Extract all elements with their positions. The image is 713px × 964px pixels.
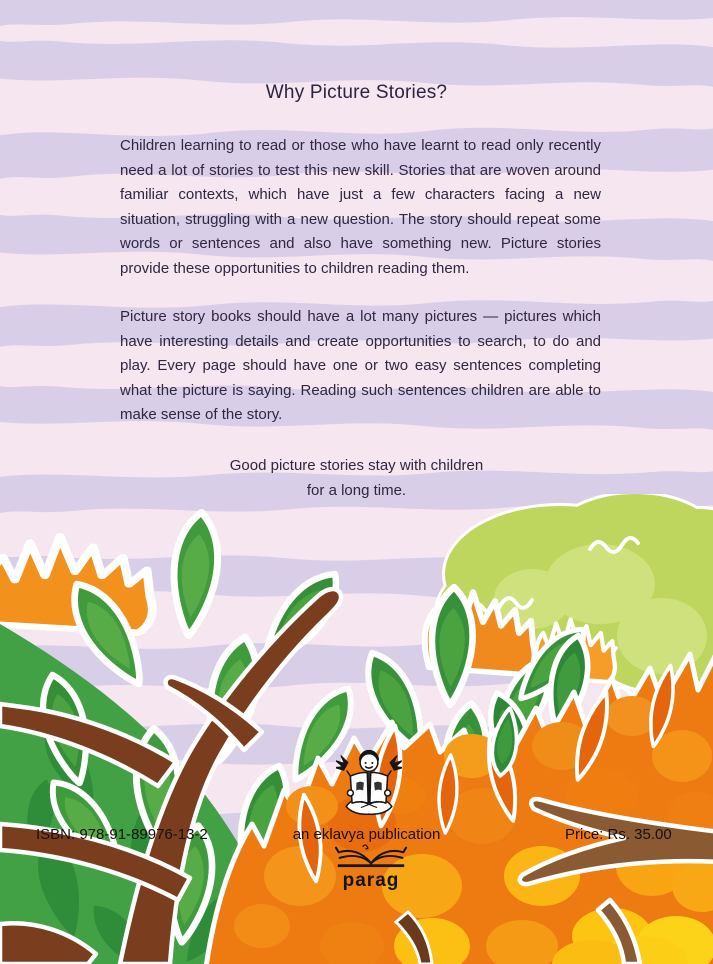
page-title: Why Picture Stories? bbox=[265, 82, 448, 103]
paragraph-2: Picture story books should have a lot many pictures — pictures which have interesting details and create opportunities to search, to do and play. Every page should have one or two easy sentences completing what the picture is saying. Reading such sentences children are able to make sense of the story. bbox=[120, 308, 601, 423]
paragraph-1: Children learning to read or those who have learnt to read only recently need a lot of stories to test this new skill. Stories that are woven around familiar contexts, which have just a few characters facing a new situation, struggling with a new question. The story should repeat some words or sentences and also have something new. Picture stories provide these opportunities to children reading them. bbox=[120, 137, 601, 277]
open-book-icon bbox=[335, 844, 407, 868]
tree-illustration bbox=[0, 494, 713, 964]
girl-reading-book-icon bbox=[336, 744, 402, 820]
publisher-text: an eklavya publication bbox=[292, 826, 441, 843]
closing-line-2: for a long time. bbox=[306, 482, 407, 499]
isbn-text: ISBN: 978-91-89976-13-2 bbox=[36, 826, 208, 843]
closing-line-1: Good picture stories stay with children bbox=[229, 457, 484, 474]
signature-mark bbox=[363, 845, 368, 849]
price-text: Price: Rs. 35.00 bbox=[565, 826, 672, 843]
parag-wordmark: parag bbox=[342, 870, 400, 891]
parag-logo bbox=[331, 844, 411, 891]
